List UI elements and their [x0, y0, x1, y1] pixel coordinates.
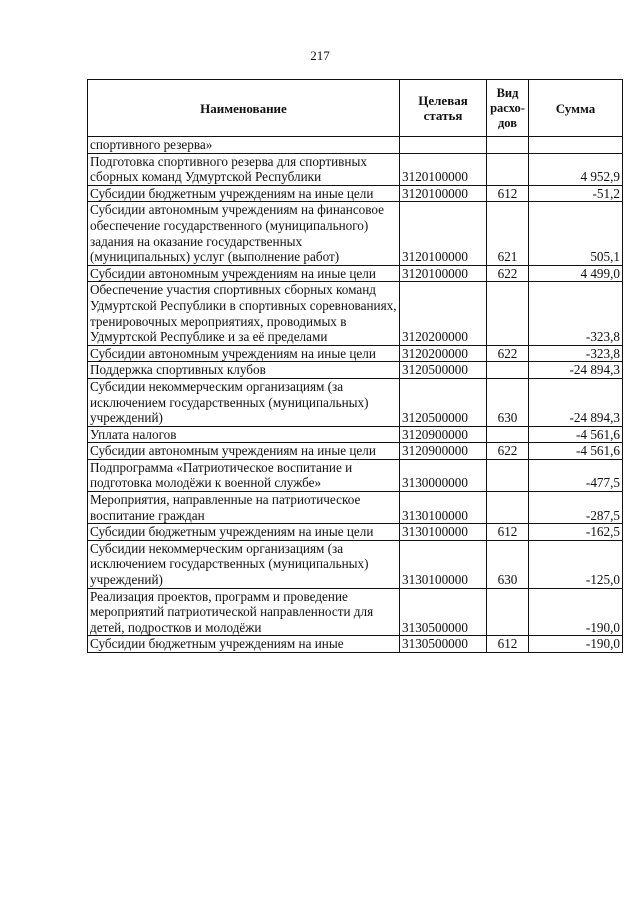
table-row [88, 202, 623, 265]
row-article: 3130100000 [400, 524, 487, 541]
row-name: Подготовка спортивного резерва для спортивных сборных команд Удмуртской Республики [88, 153, 400, 185]
row-article: 3120100000 [400, 185, 487, 202]
row-name: Субсидии некоммерческим организациям (за исключением государственных (муниципальных) учреждений) [88, 540, 400, 588]
row-article: 3120900000 [400, 443, 487, 460]
row-type [487, 426, 529, 443]
row-sum: 4 952,9 [529, 153, 623, 185]
row-article: 3120200000 [400, 282, 487, 345]
table-row [88, 185, 623, 202]
table-row [88, 524, 623, 541]
table-row [88, 153, 623, 185]
table-body [88, 137, 623, 653]
row-name: Поддержка спортивных клубов [88, 362, 400, 379]
row-sum: -323,8 [529, 345, 623, 362]
row-type: 630 [487, 378, 529, 426]
row-type [487, 153, 529, 185]
row-name: Обеспечение участия спортивных сборных команд Удмуртской Республики в спортивных соревнованиях, тренировочных мероприятиях, проводимых в Удмуртской Республике и за её пределами [88, 282, 400, 345]
row-name: Субсидии бюджетным учреждениям на иные цели [88, 524, 400, 541]
row-type [487, 459, 529, 491]
table-row [88, 540, 623, 588]
row-article [400, 137, 487, 154]
table-row [88, 459, 623, 491]
row-name: спортивного резерва» [88, 137, 400, 154]
row-sum: -162,5 [529, 524, 623, 541]
header-name: Наименование [88, 80, 400, 137]
row-type: 622 [487, 345, 529, 362]
row-name: Субсидии некоммерческим организациям (за исключением государственных (муниципальных) учреждений) [88, 378, 400, 426]
table-row [88, 345, 623, 362]
row-sum: -51,2 [529, 185, 623, 202]
table-row [88, 588, 623, 636]
row-type [487, 492, 529, 524]
row-sum: -190,0 [529, 588, 623, 636]
row-sum [529, 137, 623, 154]
row-article: 3120900000 [400, 426, 487, 443]
table-row [88, 282, 623, 345]
row-name: Субсидии автономным учреждениям на иные цели [88, 345, 400, 362]
row-type [487, 362, 529, 379]
table-row [88, 636, 623, 653]
page-number: 217 [310, 48, 330, 63]
header-article: Целевая статья [400, 80, 487, 137]
budget-table [87, 79, 623, 653]
row-article: 3120100000 [400, 265, 487, 282]
row-article: 3130100000 [400, 540, 487, 588]
row-name: Мероприятия, направленные на патриотическое воспитание граждан [88, 492, 400, 524]
row-name: Субсидии автономным учреждениям на иные цели [88, 265, 400, 282]
row-name: Реализация проектов, программ и проведение мероприятий патриотической направленности для детей, подростков и молодёжи [88, 588, 400, 636]
row-name: Подпрограмма «Патриотическое воспитание и подготовка молодёжи к военной службе» [88, 459, 400, 491]
table-header-row [88, 80, 623, 137]
row-name: Уплата налогов [88, 426, 400, 443]
table-row [88, 362, 623, 379]
header-expense-type: Вид расхо-дов [487, 80, 529, 137]
row-article: 3120500000 [400, 378, 487, 426]
row-article: 3130000000 [400, 459, 487, 491]
row-type [487, 282, 529, 345]
table-row [88, 426, 623, 443]
row-sum: -4 561,6 [529, 426, 623, 443]
row-type [487, 588, 529, 636]
row-name: Субсидии бюджетным учреждениям на иные [88, 636, 400, 653]
row-article: 3130500000 [400, 588, 487, 636]
row-article: 3120500000 [400, 362, 487, 379]
row-sum: -477,5 [529, 459, 623, 491]
table-row [88, 265, 623, 282]
row-name: Субсидии бюджетным учреждениям на иные цели [88, 185, 400, 202]
row-sum: -24 894,3 [529, 378, 623, 426]
row-name: Субсидии автономным учреждениям на иные цели [88, 443, 400, 460]
row-name: Субсидии автономным учреждениям на финансовое обеспечение государственного (муниципального) задания на оказание государственных (муниципальных) услуг (выполнение работ) [88, 202, 400, 265]
row-sum: -323,8 [529, 282, 623, 345]
row-type: 622 [487, 265, 529, 282]
row-sum: 4 499,0 [529, 265, 623, 282]
row-type [487, 137, 529, 154]
table-row [88, 378, 623, 426]
row-type: 630 [487, 540, 529, 588]
row-type: 612 [487, 524, 529, 541]
row-type: 622 [487, 443, 529, 460]
table-row [88, 443, 623, 460]
row-sum: 505,1 [529, 202, 623, 265]
row-sum: -125,0 [529, 540, 623, 588]
row-type: 621 [487, 202, 529, 265]
row-sum: -287,5 [529, 492, 623, 524]
row-sum: -4 561,6 [529, 443, 623, 460]
row-article: 3130500000 [400, 636, 487, 653]
row-sum: -190,0 [529, 636, 623, 653]
row-article: 3130100000 [400, 492, 487, 524]
row-article: 3120100000 [400, 202, 487, 265]
row-article: 3120200000 [400, 345, 487, 362]
row-type: 612 [487, 185, 529, 202]
header-sum: Сумма [529, 80, 623, 137]
row-article: 3120100000 [400, 153, 487, 185]
table-row [88, 492, 623, 524]
row-type: 612 [487, 636, 529, 653]
table-row [88, 137, 623, 154]
row-sum: -24 894,3 [529, 362, 623, 379]
